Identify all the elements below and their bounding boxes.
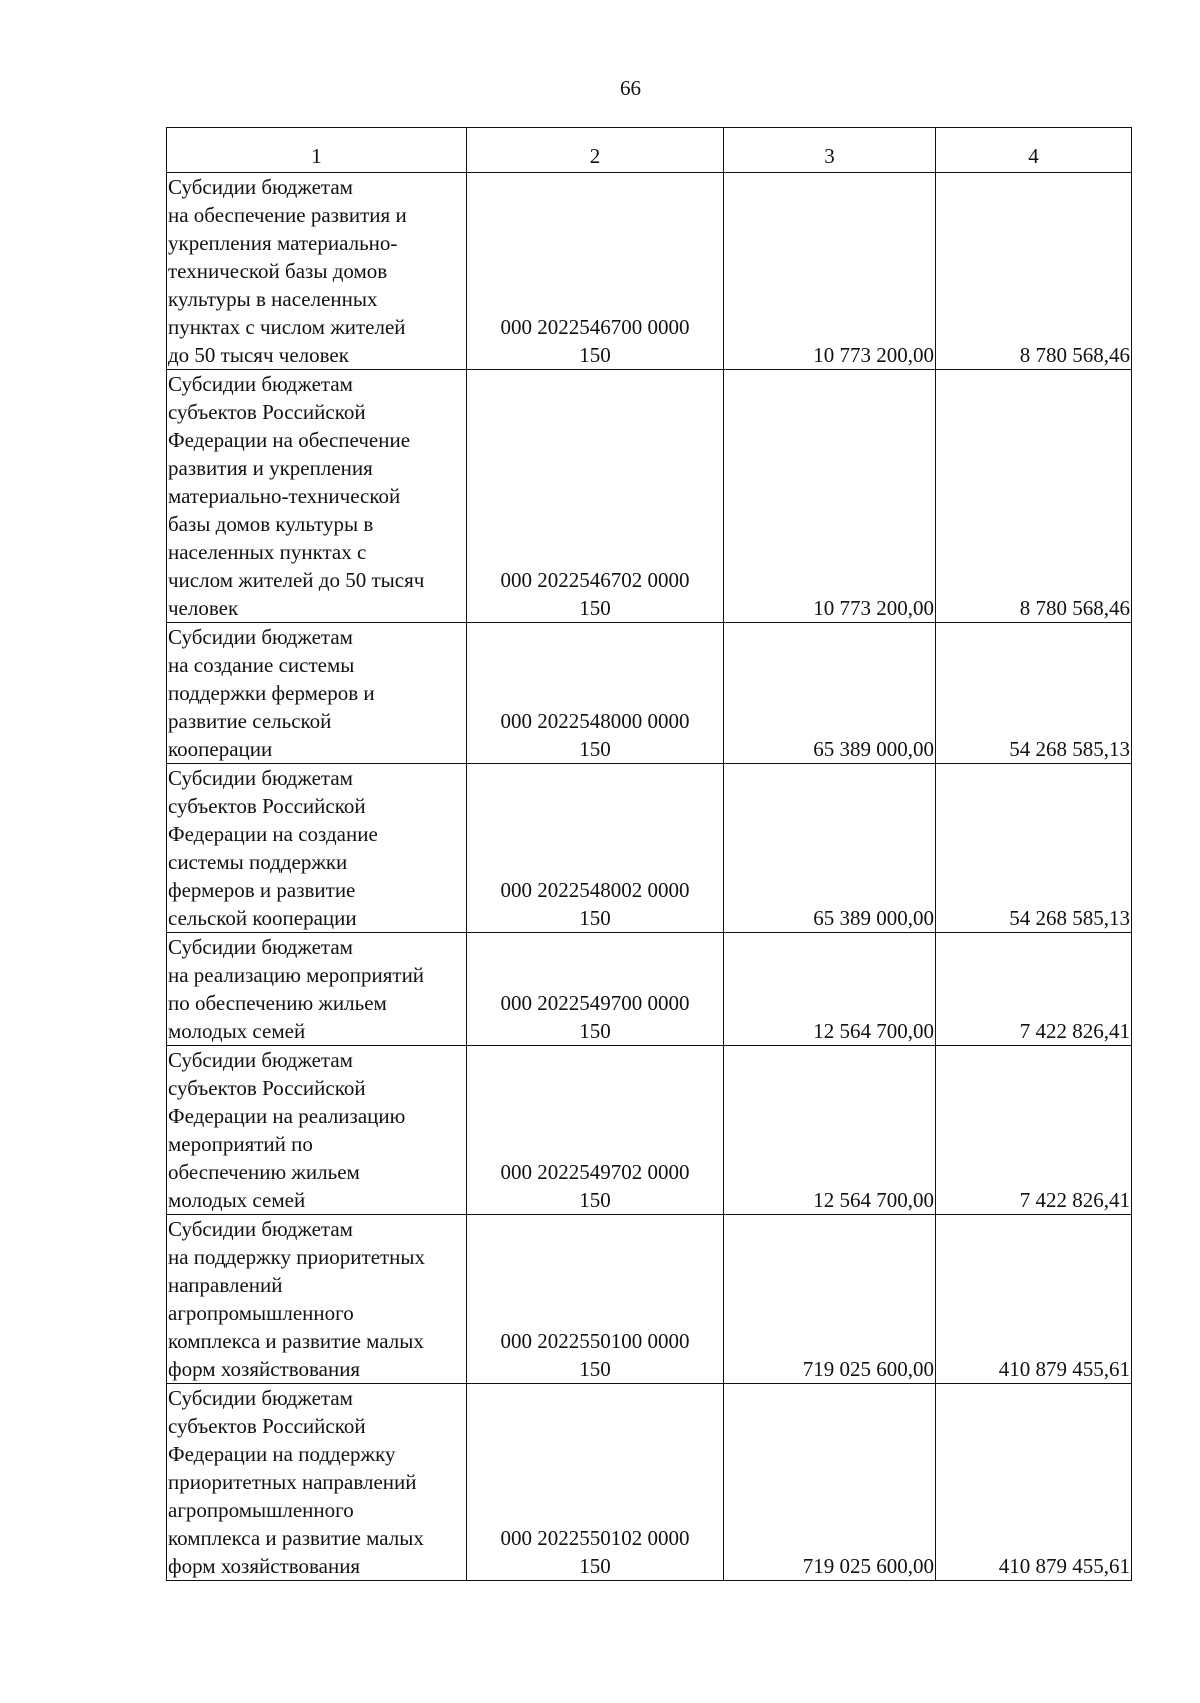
table-row xyxy=(167,370,1132,623)
budget-table xyxy=(166,127,1132,1581)
row-executed-amount: 54 268 585,13 xyxy=(936,764,1132,933)
page-number: 66 xyxy=(620,76,641,100)
row-planned-amount: 65 389 000,00 xyxy=(724,764,936,933)
table-body xyxy=(167,173,1132,1581)
table-row xyxy=(167,764,1132,933)
table-row xyxy=(167,1384,1132,1581)
column-header-4: 4 xyxy=(936,128,1132,173)
row-executed-amount: 7 422 826,41 xyxy=(936,1046,1132,1215)
row-executed-amount: 7 422 826,41 xyxy=(936,933,1132,1046)
row-executed-amount: 410 879 455,61 xyxy=(936,1215,1132,1384)
row-name: Субсидии бюджетам субъектов Российской Федерации на обеспечение развития и укрепления материально-технической базы домов культуры в населенных пунктах с числом жителей до 50 тысяч человек xyxy=(167,370,467,623)
row-planned-amount: 10 773 200,00 xyxy=(724,173,936,370)
row-code: 000 2022548002 0000 150 xyxy=(467,764,724,933)
row-name: Субсидии бюджетам субъектов Российской Федерации на создание системы поддержки фермеров и развитие сельской кооперации xyxy=(167,764,467,933)
row-planned-amount: 12 564 700,00 xyxy=(724,1046,936,1215)
table-header xyxy=(167,128,1132,173)
row-executed-amount: 54 268 585,13 xyxy=(936,623,1132,764)
table-row xyxy=(167,623,1132,764)
row-code: 000 2022546700 0000 150 xyxy=(467,173,724,370)
row-executed-amount: 8 780 568,46 xyxy=(936,173,1132,370)
column-header-2: 2 xyxy=(467,128,724,173)
row-code: 000 2022550102 0000 150 xyxy=(467,1384,724,1581)
row-planned-amount: 12 564 700,00 xyxy=(724,933,936,1046)
column-header-3: 3 xyxy=(724,128,936,173)
row-planned-amount: 719 025 600,00 xyxy=(724,1215,936,1384)
row-code: 000 2022548000 0000 150 xyxy=(467,623,724,764)
row-name: Субсидии бюджетам на реализацию мероприятий по обеспечению жильем молодых семей xyxy=(167,933,467,1046)
row-planned-amount: 65 389 000,00 xyxy=(724,623,936,764)
table-row xyxy=(167,173,1132,370)
row-code: 000 2022549702 0000 150 xyxy=(467,1046,724,1215)
row-name: Субсидии бюджетам на создание системы поддержки фермеров и развитие сельской кооперации xyxy=(167,623,467,764)
row-code: 000 2022546702 0000 150 xyxy=(467,370,724,623)
row-code: 000 2022550100 0000 150 xyxy=(467,1215,724,1384)
table-row xyxy=(167,933,1132,1046)
row-name: Субсидии бюджетам субъектов Российской Федерации на реализацию мероприятий по обеспечению жильем молодых семей xyxy=(167,1046,467,1215)
row-code: 000 2022549700 0000 150 xyxy=(467,933,724,1046)
table-row xyxy=(167,1046,1132,1215)
row-name: Субсидии бюджетам на поддержку приоритетных направлений агропромышленного комплекса и развитие малых форм хозяйствования xyxy=(167,1215,467,1384)
row-planned-amount: 10 773 200,00 xyxy=(724,370,936,623)
row-planned-amount: 719 025 600,00 xyxy=(724,1384,936,1581)
row-name: Субсидии бюджетам субъектов Российской Федерации на поддержку приоритетных направлений агропромышленного комплекса и развитие малых форм хозяйствования xyxy=(167,1384,467,1581)
row-executed-amount: 8 780 568,46 xyxy=(936,370,1132,623)
header-row xyxy=(167,128,1132,173)
column-header-1: 1 xyxy=(167,128,467,173)
row-executed-amount: 410 879 455,61 xyxy=(936,1384,1132,1581)
row-name: Субсидии бюджетам на обеспечение развития и укрепления материально- технической базы домов культуры в населенных пунктах с числом жителей до 50 тысяч человек xyxy=(167,173,467,370)
table-row xyxy=(167,1215,1132,1384)
